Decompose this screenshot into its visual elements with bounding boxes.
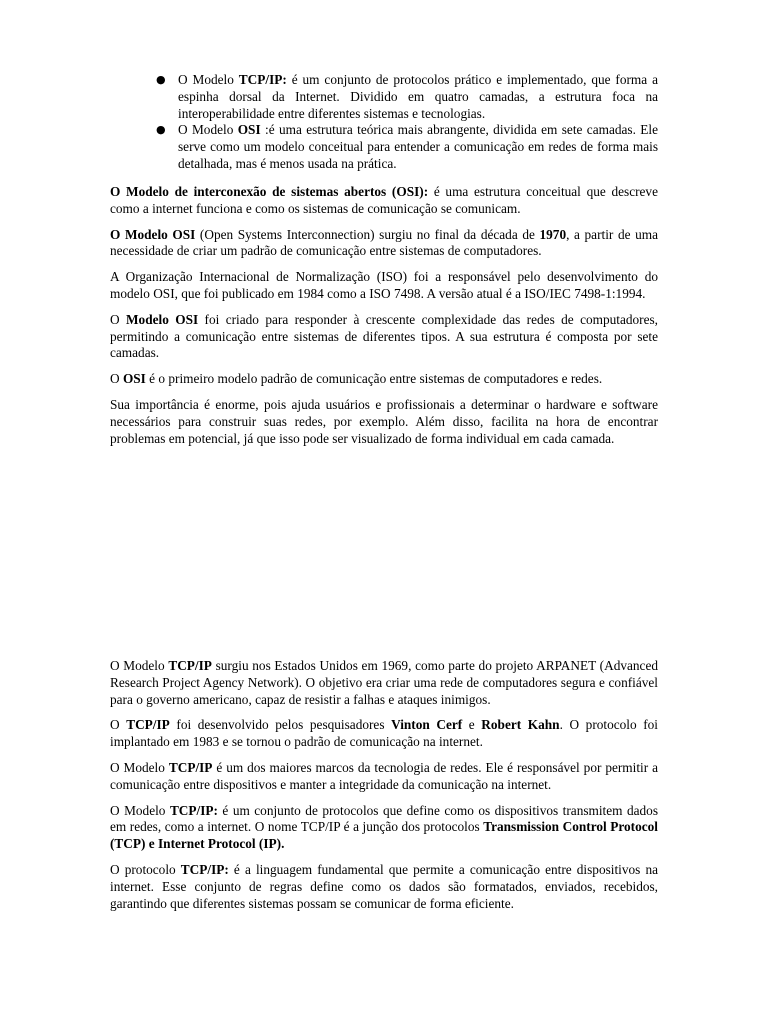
bullet-text-post: é um conjunto de protocolos prático e implementado, que forma a espinha dorsal da Internet. Dividido em quatro camadas, a estrutura foca na interoperabilidade entre diferentes sistemas e tecnologias. [178, 72, 658, 121]
paragraph-osi-first [110, 371, 658, 388]
bullet-icon: ● [156, 123, 166, 137]
paragraph-text: é a linguagem fundamental que permite a comunicação entre dispositivos na internet. Esse conjunto de regras define como os dados são formatados, enviados, recebidos, garantindo que diferentes sistemas possam se comunicar de forma eficiente. [110, 861, 658, 911]
bullet-list [150, 72, 658, 173]
paragraph-iso: A Organização Internacional de Normalização (ISO) foi a responsável pelo desenvolvimento do modelo OSI, que foi publicado em 1984 como a ISO 7498. A versão atual é a ISO/IEC 7498-1:1994. [110, 269, 658, 301]
bullet-text-post: :é uma estrutura teórica mais abrangente, dividida em sete camadas. Ele serve como um modelo conceitual para entender a comunicação em redes de forma mais detalhada, mas é menos usada na prática. [178, 122, 658, 171]
paragraph-tcpip-developers [110, 717, 658, 751]
paragraph-tcpip-language [110, 862, 658, 912]
paragraph-text: é uma estrutura conceitual que descreve como a internet funciona e como os sistemas de comunicação se comunicam. [110, 184, 658, 216]
bold-protocols: Transmission Control Protocol (TCP) e Internet Protocol (IP). [110, 819, 658, 852]
bold-name: Robert Kahn [481, 717, 560, 733]
bold-term: TCP/IP [168, 658, 212, 673]
paragraph-text: é o primeiro modelo padrão de comunicação entre sistemas de computadores e redes. [145, 371, 603, 387]
paragraph-text: O Modelo [110, 759, 169, 775]
bold-term: OSI [122, 371, 146, 387]
bold-name: Vinton Cerf [391, 717, 463, 733]
paragraph-text: foi desenvolvido pelos pesquisadores [169, 717, 392, 733]
paragraph-text: O Modelo [110, 658, 169, 673]
paragraph-text: (Open Systems Interconnection) surgiu no final da década de [195, 226, 540, 242]
osi-section [110, 184, 658, 456]
bold-term: TCP/IP: [169, 802, 218, 818]
paragraph-text: , a partir de uma necessidade de criar um padrão de comunicação entre sistemas de computadores. [110, 226, 658, 259]
paragraph-text: O protocolo [110, 861, 181, 877]
paragraph-osi-purpose [110, 312, 658, 362]
paragraph-text: surgiu nos Estados Unidos em 1969, como parte do projeto ARPANET (Advanced Research Project Agency Network). O objetivo era criar uma rede de computadores segura e confiável para o governo americano, capaz de resistir a falhas e ataques inimigos. [110, 658, 658, 707]
paragraph-text: O Modelo [110, 802, 170, 818]
bold-term: O Modelo OSI [110, 226, 196, 242]
bullet-item-tcpip [150, 72, 658, 122]
paragraph-text: . O protocolo foi implantado em 1983 e se tornou o padrão de comunicação na internet. [110, 717, 658, 750]
paragraph-osi-origin [110, 227, 658, 261]
paragraph-tcpip-definition [110, 803, 658, 853]
paragraph-text: O [110, 717, 127, 733]
paragraph-tcpip-origin [110, 658, 658, 708]
bold-term: TCP/IP [168, 759, 213, 775]
tcpip-section [110, 658, 658, 921]
bold-year: 1970 [539, 226, 567, 242]
bold-term: TCP/IP: [180, 861, 229, 877]
paragraph-text: O [110, 371, 123, 387]
bold-term: O Modelo de interconexão de sistemas abertos (OSI): [110, 184, 429, 199]
paragraph-text: é um dos maiores marcos da tecnologia de redes. Ele é responsável por permitir a comunicação entre dispositivos e manter a integridade da comunicação na internet. [110, 759, 658, 792]
bullet-text-pre: O Modelo [178, 122, 238, 138]
paragraph-text: é um conjunto de protocolos que define como os dispositivos transmitem dados em redes, como a internet. O nome TCP/IP é a junção dos protocolos [110, 802, 658, 835]
bullet-term-osi: OSI [237, 122, 261, 138]
bold-term: Modelo OSI [126, 311, 199, 327]
paragraph-text: foi criado para responder à crescente complexidade das redes de computadores, permitindo a comunicação entre sistemas de diferentes tipos. A sua estrutura é composta por sete camadas. [110, 311, 658, 361]
bullet-text-pre: O Modelo [178, 72, 239, 87]
paragraph-tcpip-milestone [110, 760, 658, 794]
paragraph-text: O [110, 311, 126, 327]
bullet-term-tcpip: TCP/IP: [238, 72, 287, 87]
bold-term: TCP/IP [126, 717, 170, 733]
paragraph-text: e [462, 717, 482, 733]
bullet-item-osi [150, 122, 658, 172]
paragraph-importance: Sua importância é enorme, pois ajuda usuários e profissionais a determinar o hardware e software necessários para construir suas redes, por exemplo. Além disso, facilita na hora de encontrar problemas em potencial, já que isso pode ser visualizado de forma individual em cada camada. [110, 396, 658, 446]
paragraph-osi-definition [110, 184, 658, 218]
bullet-icon: ● [156, 73, 166, 86]
